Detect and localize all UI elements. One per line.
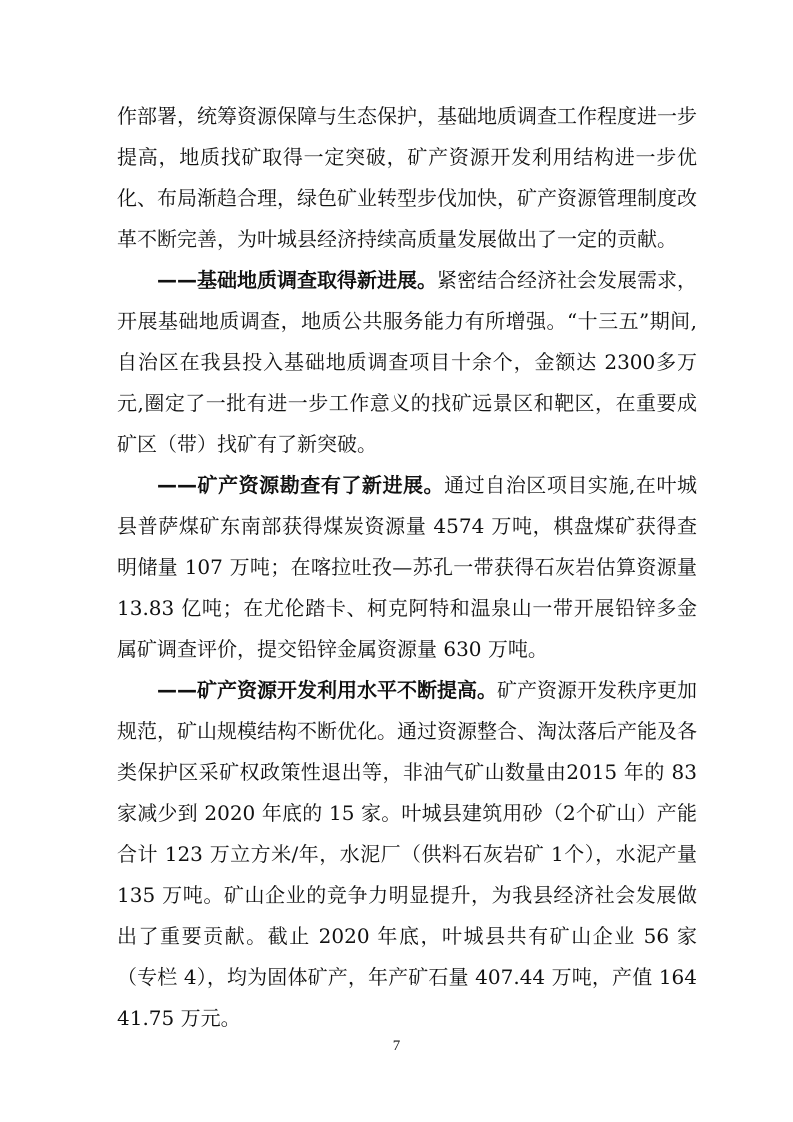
paragraph-continuation	[117, 96, 697, 260]
paragraph-text: 紧密结合经济社会发展需求，开展基础地质调查，地质公共服务能力有所增强。“十三五”期间,自治区在我县投入基础地质调查项目十余个，金额达 2300多万元,圈定了一批有进一步工作意义的找矿远景区和靶区，在重要成矿区（带）找矿有了新突破。	[117, 268, 697, 456]
paragraph-text: 作部署，统筹资源保障与生态保护，基础地质调查工作程度进一步提高，地质找矿取得一定突破，矿产资源开发利用结构进一步优化、布局渐趋合理，绿色矿业转型步伐加快，矿产资源管理制度改革不断完善，为叶城县经济持续高质量发展做出了一定的贡献。	[117, 104, 697, 251]
paragraph-heading: ——矿产资源勘查有了新进展。	[157, 473, 445, 497]
paragraph-text: 矿产资源开发秩序更加规范，矿山规模结构不断优化。通过资源整合、淘汰落后产能及各类保护区采矿权政策性退出等，非油气矿山数量由2015 年的 83 家减少到 2020 年底的 15 家。叶城县建筑用砂（2个矿山）产能合计 123 万立方米/年，水泥厂（供料石灰岩矿 1个），水泥产量 135 万吨。矿山企业的竞争力明显提升，为我县经济社会发展做出了重要贡献。截止 2020 年底，叶城县共有矿山企业 56 家（专栏 4），均为固体矿产，年产矿石量 407.44 万吨，产值 16441.75 万元。	[117, 678, 697, 1030]
paragraph-heading: ——基础地质调查取得新进展。	[157, 268, 437, 292]
paragraph-mineral-exploration	[117, 465, 697, 670]
paragraph-geological-survey	[117, 260, 697, 465]
body-text	[117, 96, 697, 1039]
page-number: 7	[392, 1038, 401, 1054]
paragraph-text: 通过自治区项目实施,在叶城县普萨煤矿东南部获得煤炭资源量 4574 万吨，棋盘煤矿获得查明储量 107 万吨；在喀拉吐孜—苏孔一带获得石灰岩估算资源量 13.83 亿吨；在尤伦踏卡、柯克阿特和温泉山一带开展铅锌多金属矿调查评价，提交铅锌金属资源量 630 万吨。	[117, 473, 697, 661]
paragraph-resource-development	[117, 670, 697, 1039]
paragraph-heading: ——矿产资源开发利用水平不断提高。	[157, 678, 497, 702]
